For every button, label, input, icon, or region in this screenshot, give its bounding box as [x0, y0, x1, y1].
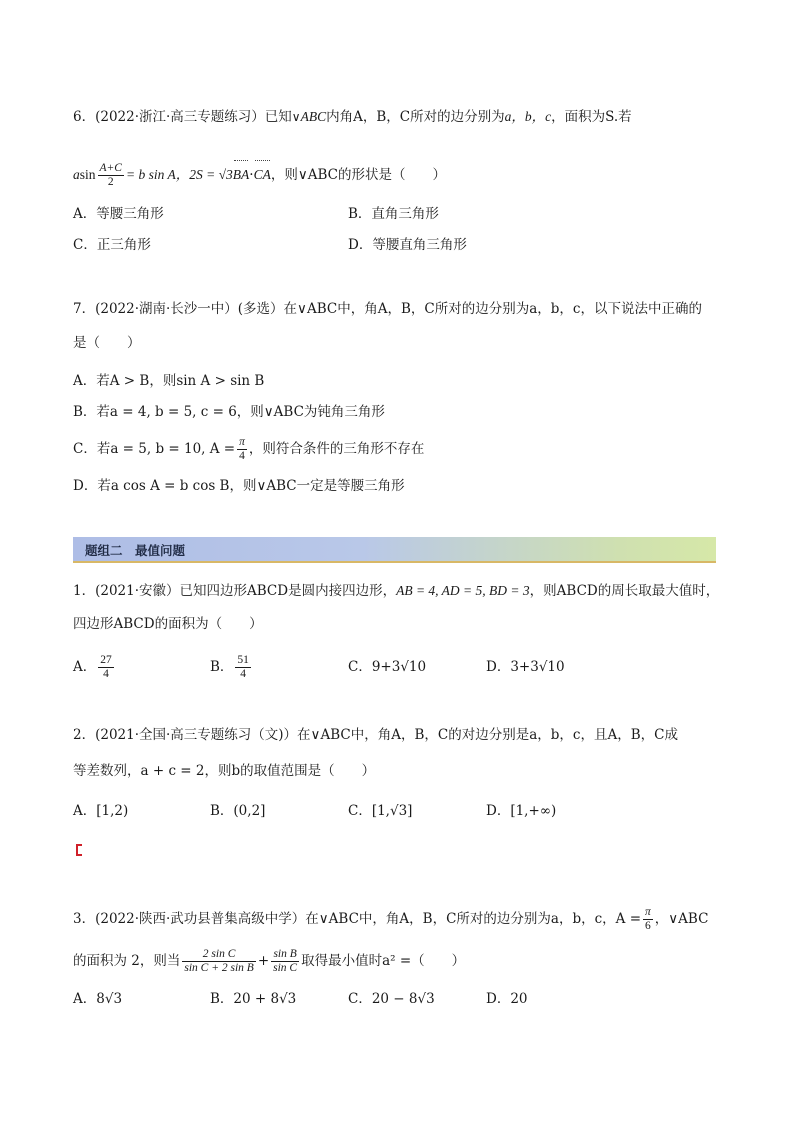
- triangle-symbol: ∨: [291, 110, 301, 124]
- p3-stem-end: 取得最小值时a² =（ ）: [301, 953, 466, 969]
- p1-option-b-fraction: [235, 654, 251, 681]
- red-bracket-mark: [76, 844, 82, 856]
- p3-angle-den: 6: [645, 920, 651, 932]
- p1-option-b[interactable]: [210, 652, 253, 682]
- q6-a: a: [73, 167, 80, 182]
- p3-angle-num: π: [645, 906, 651, 918]
- q6-frac-num: A+C: [99, 162, 122, 174]
- p3-option-a[interactable]: A．8√3: [73, 991, 123, 1007]
- q6-stem-line1: [73, 106, 754, 128]
- p3-option-d[interactable]: D．20: [486, 991, 528, 1007]
- p3-angle-fraction: [643, 906, 653, 933]
- p3-plus: +: [257, 953, 270, 969]
- p3-stem-prefix: 3．(2022·陕西·武功县普集高级中学）在∨ABC中，角A，B，C所对的边分别为a，b，c，A =: [73, 911, 642, 927]
- p1-stem-line1: [73, 580, 754, 602]
- q7-option-b[interactable]: B．若a = 4, b = 5, c = 6，则∨ABC为钝角三角形: [73, 404, 385, 420]
- p1-stem-line2: 四边形ABCD的面积为（ ）: [73, 616, 263, 632]
- q7-option-c[interactable]: [73, 434, 424, 464]
- p1-option-c[interactable]: C．9+3√10: [348, 659, 427, 675]
- p3-option-c[interactable]: C．20 − 8√3: [348, 991, 435, 1007]
- p1-stem-prefix: 1．(2021·安徽）已知四边形ABCD是圆内接四边形，: [73, 583, 397, 599]
- q7-frac-den: 4: [239, 450, 245, 462]
- p2-stem-line1: 2．(2021·全国·高三专题练习（文)）在∨ABC中，角A，B，C的对边分别是a，b，c，且A，B，C成: [73, 727, 678, 743]
- p3-stem-line1: [73, 904, 754, 934]
- q6-frac-den: 2: [107, 176, 114, 188]
- q6-area-cond: ，2S = √3: [175, 167, 233, 182]
- q6-vector-ca: CA: [254, 160, 271, 190]
- p3-stem-line2: [73, 944, 754, 978]
- p1-a-den: 4: [103, 668, 109, 680]
- p3-f2-num: sin B: [271, 948, 299, 962]
- q7-option-c-fraction: [237, 436, 247, 463]
- p1-stem-suffix: ，则ABCD的周长取最大值时，: [529, 583, 720, 599]
- p3-stem-suffix: ，∨ABC: [654, 911, 709, 927]
- q6-triangle-name: ABC: [300, 109, 327, 124]
- q6-stem-prefix: 6．(2022·浙江·高三专题练习）已知: [73, 109, 292, 125]
- q6-stem-middle: 内角A，B，C所对的边分别为: [326, 109, 505, 125]
- p1-option-d[interactable]: D．3+3√10: [486, 659, 565, 675]
- q6-vector-ba: BA: [233, 160, 250, 190]
- p2-option-d[interactable]: D．[1,+∞): [486, 803, 557, 819]
- q6-fraction: [98, 162, 124, 189]
- p3-f2-den: sin C: [273, 962, 298, 974]
- p1-option-b-label: B．: [210, 659, 234, 675]
- q6-rhs: = b sin A: [125, 167, 176, 182]
- p2-option-a[interactable]: A．[1,2): [73, 803, 129, 819]
- p3-fraction-2: [271, 948, 299, 975]
- q7-option-c-suffix: ，则符合条件的三角形不存在: [248, 441, 425, 457]
- p2-stem-line2: 等差数列，a + c = 2，则b的取值范围是（ ）: [73, 763, 376, 779]
- q6-stem-line2: [73, 160, 754, 190]
- p1-b-num: 51: [237, 654, 249, 666]
- q6-sin: sin: [79, 167, 96, 182]
- q7-stem-line2: 是（ ）: [73, 335, 141, 351]
- p2-option-b[interactable]: B．(0,2]: [210, 803, 266, 819]
- p3-f1-den: sin C + 2 sin B: [184, 962, 254, 974]
- section-header: [73, 537, 716, 563]
- p1-b-den: 4: [240, 668, 247, 680]
- p3-f1-num: 2 sin C: [182, 948, 255, 962]
- section-title: 题组二 最值问题: [85, 543, 186, 558]
- q6-dot: ·: [249, 167, 254, 183]
- q7-option-d[interactable]: D．若a cos A = b cos B，则∨ABC一定是等腰三角形: [73, 478, 405, 494]
- p3-area-text: 的面积为 2，则当: [73, 953, 181, 969]
- q6-option-a[interactable]: A．等腰三角形: [73, 206, 164, 222]
- q7-option-a[interactable]: A．若A > B，则sin A > sin B: [73, 373, 265, 389]
- p1-option-a[interactable]: [73, 652, 116, 682]
- p1-option-a-fraction: [98, 654, 114, 681]
- q7-option-c-prefix: C．若a = 5, b = 10, A =: [73, 441, 236, 457]
- q6-option-b[interactable]: B．直角三角形: [348, 206, 439, 222]
- q6-sides: a，b，c: [504, 109, 552, 124]
- q6-option-d[interactable]: D．等腰直角三角形: [348, 237, 467, 253]
- q7-stem-line1: 7．(2022·湖南·长沙一中）(多选）在∨ABC中，角A，B，C所对的边分别为a，b，c，以下说法中正确的: [73, 301, 702, 317]
- p1-option-a-label: A．: [73, 659, 97, 675]
- q6-option-c[interactable]: C．正三角形: [73, 237, 151, 253]
- q6-stem-end: ，则∨ABC的形状是（ ）: [270, 167, 446, 183]
- p2-option-c[interactable]: C．[1,√3]: [348, 803, 413, 819]
- p3-fraction-1: [182, 948, 255, 975]
- q7-frac-num: π: [239, 436, 245, 448]
- p1-a-num: 27: [100, 654, 112, 666]
- p3-option-b[interactable]: B．20 + 8√3: [210, 991, 297, 1007]
- p1-condition: AB = 4, AD = 5, BD = 3: [396, 583, 530, 598]
- q6-stem-suffix: ，面积为S.若: [551, 109, 632, 125]
